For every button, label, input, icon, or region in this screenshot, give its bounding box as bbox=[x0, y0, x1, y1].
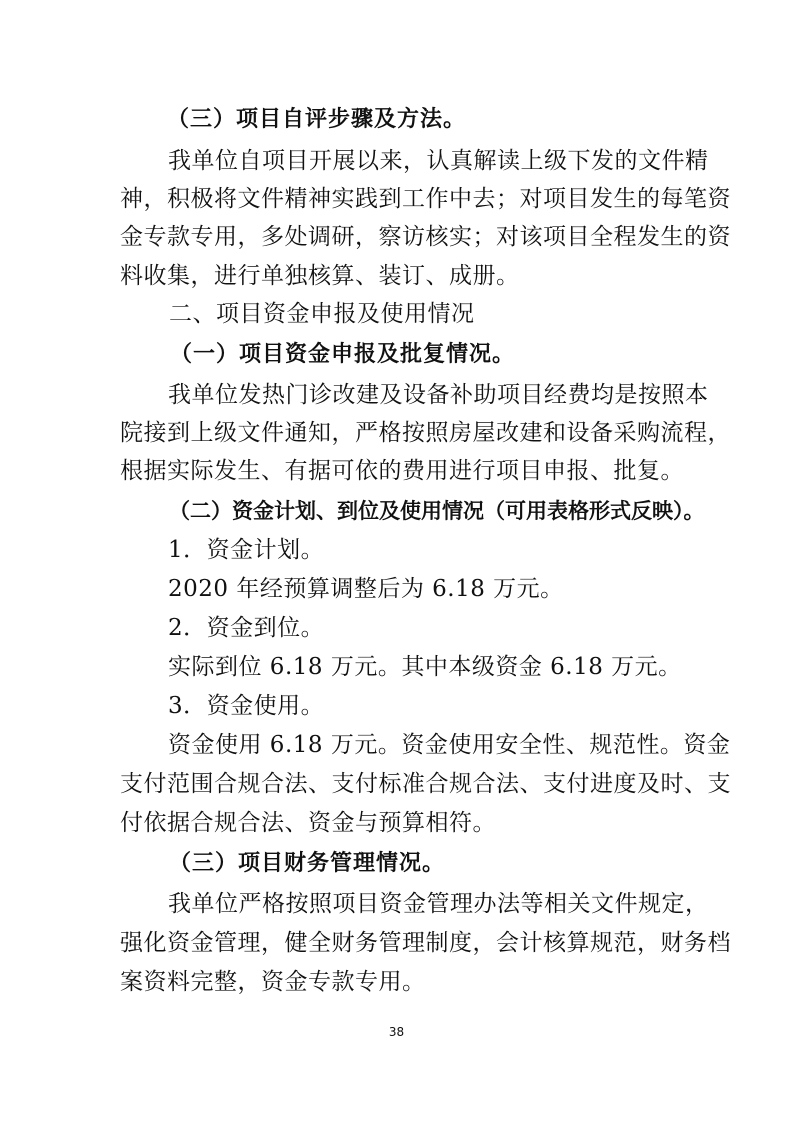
subheading-fund-plan-arrival-usage: （二）资金计划、到位及使用情况（可用表格形式反映）。 bbox=[169, 499, 705, 523]
paragraph-line: 资金使用 6.18 万元。资金使用安全性、规范性。资金 bbox=[168, 732, 731, 758]
list-item-fund-plan: 1．资金计划。 bbox=[168, 537, 325, 563]
paragraph-line: 支付范围合规合法、支付标准合规合法、支付进度及时、支 bbox=[120, 771, 731, 797]
paragraph-line: 付依据合规合法、资金与预算相符。 bbox=[120, 810, 496, 836]
list-item-fund-arrival: 2．资金到位。 bbox=[168, 615, 325, 641]
paragraph-line: 我单位严格按照项目资金管理办法等相关文件规定， bbox=[168, 891, 709, 917]
paragraph-line: 料收集，进行单独核算、装订、成册。 bbox=[120, 263, 520, 289]
paragraph-line: 我单位自项目开展以来，认真解读上级下发的文件精 bbox=[168, 148, 709, 174]
subheading-self-evaluation-steps: （三）项目自评步骤及方法。 bbox=[167, 107, 467, 132]
subheading-financial-management: （三）项目财务管理情况。 bbox=[169, 851, 446, 876]
page-number: 38 bbox=[388, 1025, 405, 1039]
paragraph-line: 我单位发热门诊改建及设备补助项目经费均是按照本 bbox=[168, 382, 709, 408]
section-heading-fund-application-usage: 二、项目资金申报及使用情况 bbox=[169, 301, 475, 327]
subheading-fund-application-approval: （一）项目资金申报及批复情况。 bbox=[170, 342, 516, 367]
paragraph-line: 金专款专用，多处调研，察访核实；对该项目全程发生的资 bbox=[120, 224, 731, 250]
paragraph-line: 案资料完整，资金专款专用。 bbox=[120, 969, 426, 995]
paragraph-line: 神，积极将文件精神实践到工作中去；对项目发生的每笔资 bbox=[120, 186, 731, 212]
paragraph-line: 强化资金管理，健全财务管理制度，会计核算规范，财务档 bbox=[120, 930, 731, 956]
paragraph-line: 院接到上级文件通知，严格按照房屋改建和设备采购流程， bbox=[120, 420, 731, 446]
paragraph-line: 根据实际发生、有据可依的费用进行项目申报、批复。 bbox=[120, 458, 684, 484]
list-item-fund-usage: 3．资金使用。 bbox=[168, 693, 325, 719]
paragraph-line: 实际到位 6.18 万元。其中本级资金 6.18 万元。 bbox=[168, 654, 682, 680]
paragraph-line: 2020 年经预算调整后为 6.18 万元。 bbox=[168, 576, 564, 602]
